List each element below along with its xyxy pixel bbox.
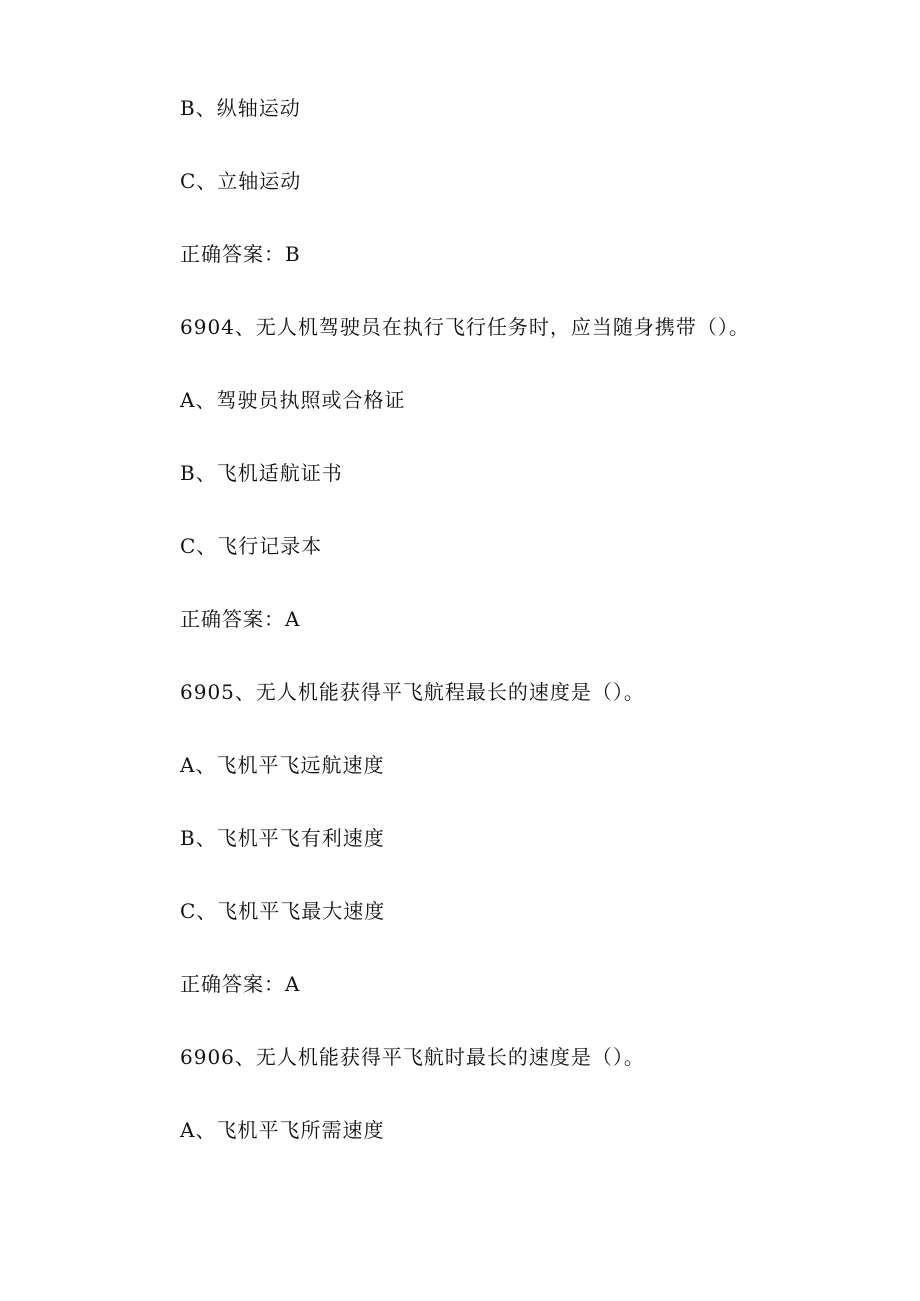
answer-line: 正确答案：A — [180, 607, 301, 631]
option-b-line: B、纵轴运动 — [180, 96, 301, 120]
question-6905: 6905、无人机能获得平飞航程最长的速度是（）。 — [180, 680, 645, 704]
option-c-line: C、飞机平飞最大速度 — [180, 899, 386, 923]
question-6906: 6906、无人机能获得平飞航时最长的速度是（）。 — [180, 1045, 645, 1069]
option-c-line: C、飞行记录本 — [180, 534, 323, 558]
option-a-line: A、飞机平飞远航速度 — [180, 753, 385, 777]
option-a-line: A、飞机平飞所需速度 — [180, 1118, 385, 1142]
option-b-line: B、飞机适航证书 — [180, 461, 343, 485]
option-c-line: C、立轴运动 — [180, 169, 302, 193]
answer-line: 正确答案：B — [180, 242, 301, 266]
answer-line: 正确答案：A — [180, 972, 301, 996]
option-b-line: B、飞机平飞有利速度 — [180, 826, 385, 850]
option-a-line: A、驾驶员执照或合格证 — [180, 388, 406, 412]
question-6904: 6904、无人机驾驶员在执行飞行任务时，应当随身携带（）。 — [180, 315, 750, 339]
